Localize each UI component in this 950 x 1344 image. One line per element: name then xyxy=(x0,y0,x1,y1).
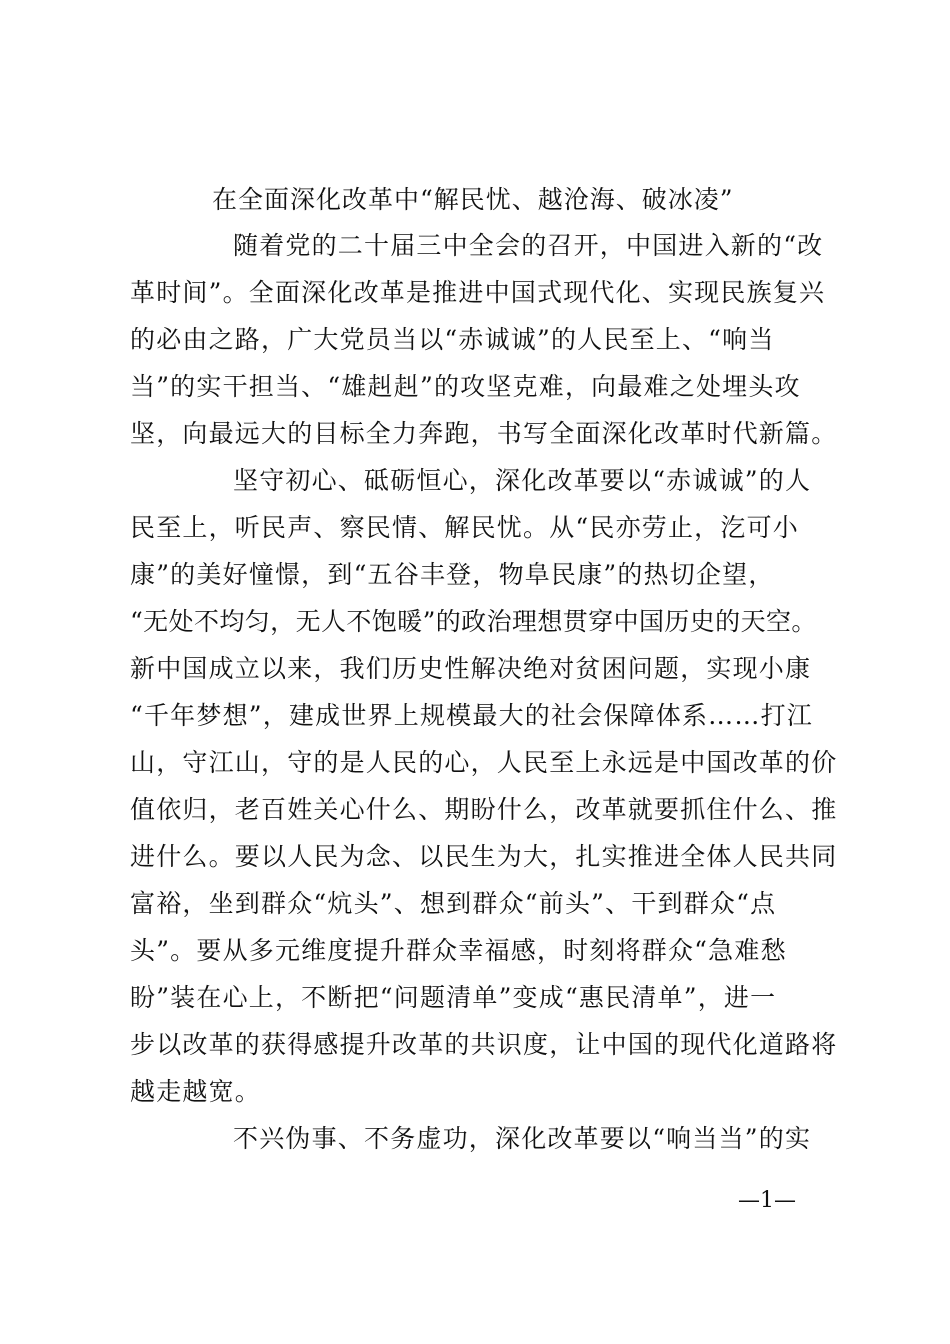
paragraph-2-line-7: 山，守江山，守的是人民的心，人民至上永远是中国改革的价 xyxy=(130,748,838,777)
paragraph-2-line-5: 新中国成立以来，我们历史性解决绝对贫困问题，实现小康 xyxy=(130,654,812,683)
document-title: 在全面深化改革中“解民忧、越沧海、破冰凌” xyxy=(212,185,734,214)
paragraph-1-line-3: 的必由之路，广大党员当以“赤诚诚”的人民至上、“响当 xyxy=(130,325,775,354)
paragraph-1-line-4: 当”的实干担当、“雄赳赳”的攻坚克难，向最难之处埋头攻 xyxy=(130,372,801,401)
paragraph-1-line-1: 随着党的二十届三中全会的召开，中国进入新的“改 xyxy=(233,231,824,260)
paragraph-1-line-5: 坚，向最远大的目标全力奔跑，书写全面深化改革时代新篇。 xyxy=(130,419,838,448)
paragraph-1-line-2: 革时间”。全面深化改革是推进中国式现代化、实现民族复兴 xyxy=(130,278,826,307)
paragraph-2-line-4: “无处不均匀，无人不饱暖”的政治理想贯穿中国历史的天空。 xyxy=(130,607,817,636)
paragraph-3-line-1: 不兴伪事、不务虚功，深化改革要以“响当当”的实 xyxy=(233,1124,812,1153)
paragraph-2-line-9: 进什么。要以人民为念、以民生为大，扎实推进全体人民共同 xyxy=(130,842,838,871)
paragraph-2-line-14: 越走越宽。 xyxy=(130,1077,262,1106)
paragraph-2-line-8: 值依归，老百姓关心什么、期盼什么，改革就要抓住什么、推 xyxy=(130,795,838,824)
paragraph-2-line-12: 盼”装在心上，不断把“问题清单”变成“惠民清单”，进一 xyxy=(130,983,777,1012)
paragraph-2-line-1: 坚守初心、砥砺恒心，深化改革要以“赤诚诚”的人 xyxy=(233,466,812,495)
paragraph-2-line-10: 富裕，坐到群众“炕头”、想到群众“前头”、干到群众“点 xyxy=(130,889,777,918)
paragraph-2-line-13: 步以改革的获得感提升改革的共识度，让中国的现代化道路将 xyxy=(130,1030,838,1059)
page-number: —1— xyxy=(738,1188,796,1213)
paragraph-2-line-11: 头”。要从多元维度提升群众幸福感，时刻将群众“急难愁 xyxy=(130,936,787,965)
paragraph-2-line-2: 民至上，听民声、察民情、解民忧。从“民亦劳止，汔可小 xyxy=(130,513,799,542)
paragraph-2-line-3: 康”的美好憧憬，到“五谷丰登，物阜民康”的热切企望， xyxy=(130,560,775,589)
paragraph-2-line-6: “千年梦想”，建成世界上规模最大的社会保障体系……打江 xyxy=(130,701,813,730)
